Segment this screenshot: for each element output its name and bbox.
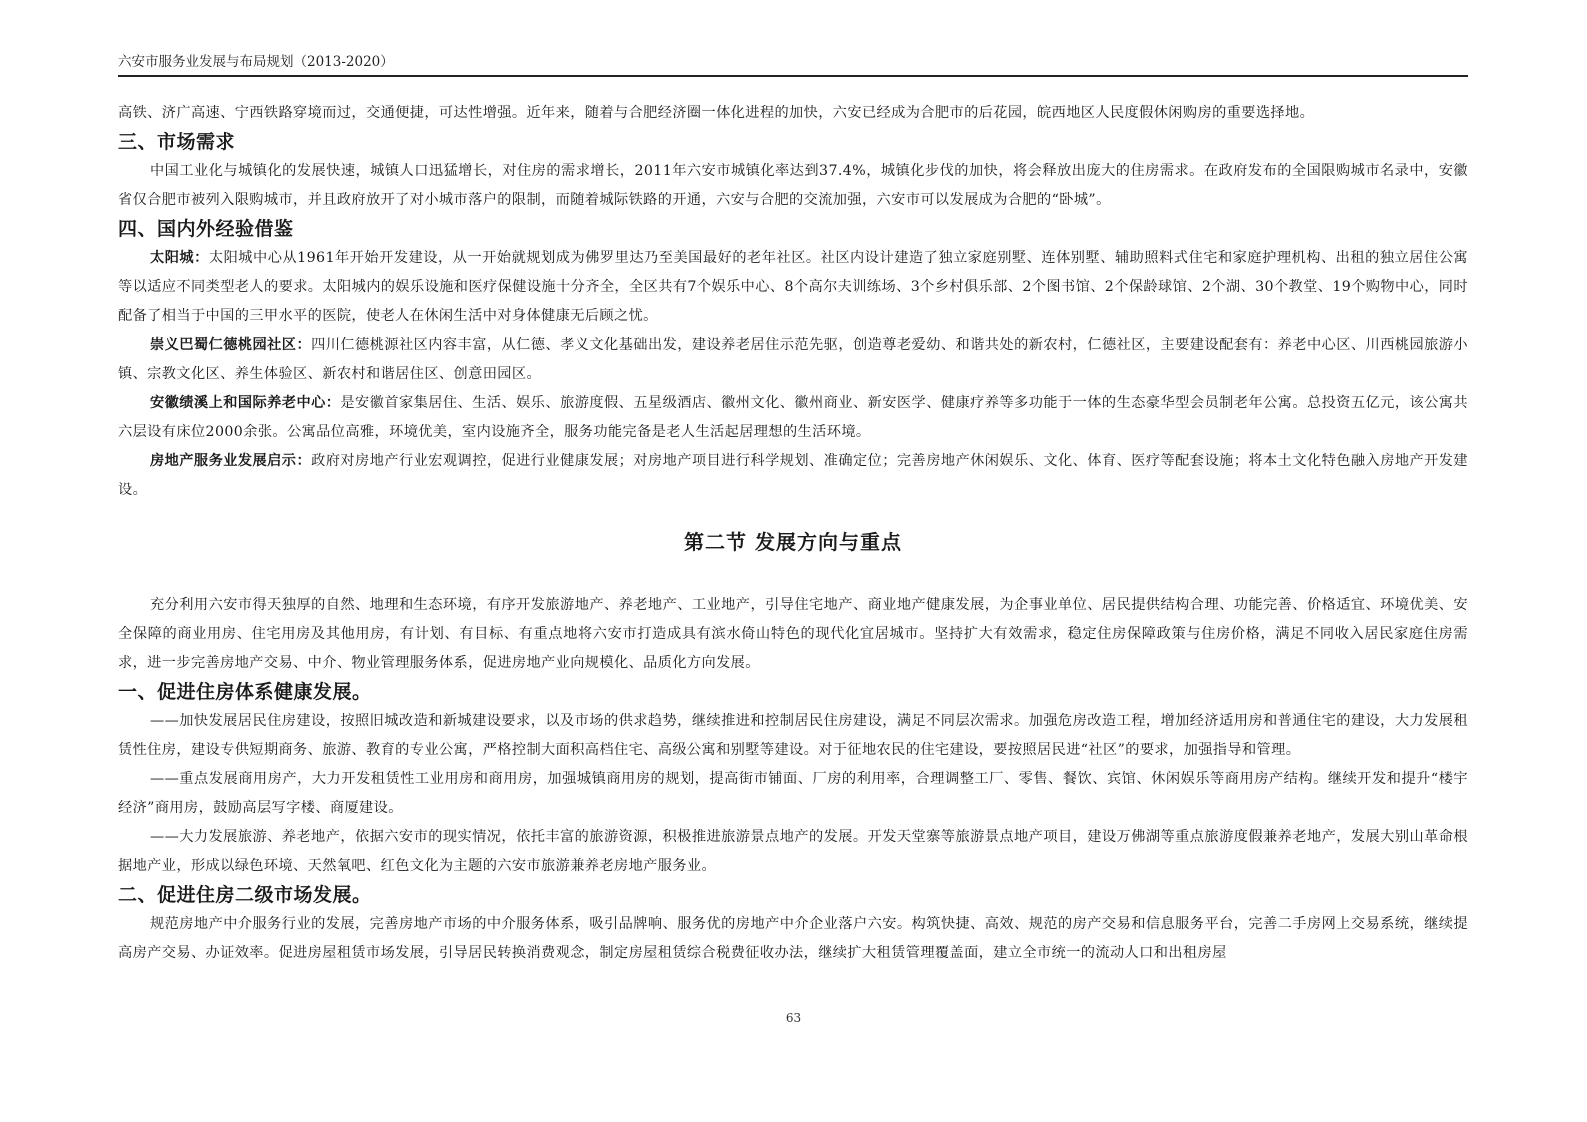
paragraph-housing-tourism: ——大力发展旅游、养老地产，依据六安市的现实情况，依托丰富的旅游资源，积极推进旅游景点地产的发展。开发天堂寨等旅游景点地产项目，建设万佛湖等重点旅游度假兼养老地产，发展大别山革命根据地产业，形成以绿色环境、天然氧吧、红色文化为主题的六安市旅游兼养老房地产服务业。 xyxy=(118,829,1468,874)
header-rule xyxy=(118,75,1468,77)
page-content xyxy=(118,99,1468,968)
sun-city-text: 太阳城中心从1961年开始开发建设，从一开始就规划成为佛罗里达乃至美国最好的老年社区。社区内设计建造了独立家庭别墅、连体别墅、辅助照料式住宅和家庭护理机构、出租的独立居住公寓等以适应不同类型老人的要求。太阳城内的娱乐设施和医疗保健设施十分齐全，全区共有7个娱乐中心、8个高尔夫训练场、3个乡村俱乐部、2个图书馆、2个保龄球馆、2个湖、30个教堂、19个购物中心，同时配备了相当于中国的三甲水平的医院，使老人在休闲生活中对身体健康无后顾之忧。 xyxy=(118,250,1468,324)
heading-housing-system: 一、促进住房体系健康发展。 xyxy=(118,681,372,703)
jixi-text: 是安徽首家集居住、生活、娱乐、旅游度假、五星级酒店、徽州文化、徽州商业、新安医学、健康疗养等多功能于一体的生态豪华型会员制老年公寓。总投资五亿元，该公寓共六层设有床位2000余张。公寓品位高雅，环境优美，室内设施齐全，服务功能完备是老人生活起居理想的生活环境。 xyxy=(118,395,1468,440)
paragraph-direction: 充分利用六安市得天独厚的自然、地理和生态环境，有序开发旅游地产、养老地产、工业地产，引导住宅地产、商业地产健康发展，为企事业单位、居民提供结构合理、功能完善、价格适宜、环境优美、安全保障的商业用房、住宅用房及其他用房，有计划、有目标、有重点地将六安市打造成具有滨水倚山特色的现代化宜居城市。坚持扩大有效需求，稳定住房保障政策与住房价格，满足不同收入居民家庭住房需求，进一步完善房地产交易、中介、物业管理服务体系，促进房地产业向规模化、品质化方向发展。 xyxy=(118,597,1468,671)
revelation-text: 政府对房地产行业宏观调控，促进行业健康发展；对房地产项目进行科学规划、准确定位；完善房地产休闲娱乐、文化、体育、医疗等配套设施；将本土文化特色融入房地产开发建设。 xyxy=(118,453,1469,498)
paragraph-market-demand: 中国工业化与城镇化的发展快速，城镇人口迅猛增长，对住房的需求增长，2011年六安市城镇化率达到37.4%，城镇化步伐的加快，将会释放出庞大的住房需求。在政府发布的全国限购城市名录中，安徽省仅合肥市被列入限购城市，并且政府放开了对小城市落户的限制，而随着城际铁路的开通，六安与合肥的交流加强，六安市可以发展成为合肥的“卧城”。 xyxy=(118,163,1468,208)
paragraph-housing-commercial: ——重点发展商用房产，大力开发租赁性工业用房和商用房，加强城镇商用房的规划，提高街市铺面、厂房的利用率，合理调整工厂、零售、餐饮、宾馆、休闲娱乐等商用房产结构。继续开发和提升“楼宇经济”商用房，鼓励高层写字楼、商厦建设。 xyxy=(118,771,1468,816)
heading-experience: 四、国内外经验借鉴 xyxy=(118,218,294,240)
paragraph-renhe-community xyxy=(118,331,1468,389)
paragraph-revelation xyxy=(118,447,1468,505)
jixi-label: 安徽绩溪上和国际养老中心： xyxy=(150,395,341,411)
renhe-text: 四川仁德桃源社区内容丰富，从仁德、孝义文化基础出发，建设养老居住示范先驱，创造尊老爱幼、和谐共处的新农村，仁德社区，主要建设配套有：养老中心区、川西桃园旅游小镇、宗教文化区、养生体验区、新农村和谐居住区、创意田园区。 xyxy=(118,337,1469,382)
heading-market-demand: 三、市场需求 xyxy=(118,131,236,153)
section-title: 第二节 发展方向与重点 xyxy=(684,530,902,554)
page-number: 63 xyxy=(785,1011,802,1025)
paragraph-secondary-market: 规范房地产中介服务行业的发展，完善房地产市场的中介服务体系，吸引品牌响、服务优的房地产中介企业落户六安。构筑快捷、高效、规范的房产交易和信息服务平台，完善二手房网上交易系统，继续提高房产交易、办证效率。促进房屋租赁市场发展，引导居民转换消费观念，制定房屋租赁综合税费征收办法，继续扩大租赁管理覆盖面，建立全市统一的流动人口和出租房屋 xyxy=(118,916,1468,961)
paragraph-intro: 高铁、济广高速、宁西铁路穿境而过，交通便捷，可达性增强。近年来，随着与合肥经济圈一体化进程的加快，六安已经成为合肥市的后花园，皖西地区人民度假休闲购房的重要选择地。 xyxy=(118,105,1315,121)
revelation-label: 房地产服务业发展启示： xyxy=(150,453,312,469)
paragraph-housing-residential: ——加快发展居民住房建设，按照旧城改造和新城建设要求，以及市场的供求趋势，继续推进和控制居民住房建设，满足不同层次需求。加强危房改造工程，增加经济适用房和普通住宅的建设，大力发展租赁性住房，建设专供短期商务、旅游、教育的专业公寓，严格控制大面积高档住宅、高级公寓和别墅等建设。对于征地农民的住宅建设，要按照居民进“社区”的要求，加强指导和管理。 xyxy=(118,713,1468,758)
running-header: 六安市服务业发展与布局规划（2013-2020） xyxy=(118,54,394,70)
heading-secondary-market: 二、促进住房二级市场发展。 xyxy=(118,884,372,906)
paragraph-jixi-center xyxy=(118,389,1468,447)
renhe-label: 崇义巴蜀仁德桃园社区： xyxy=(150,337,312,353)
paragraph-sun-city xyxy=(118,244,1468,331)
sun-city-label: 太阳城： xyxy=(150,250,209,266)
